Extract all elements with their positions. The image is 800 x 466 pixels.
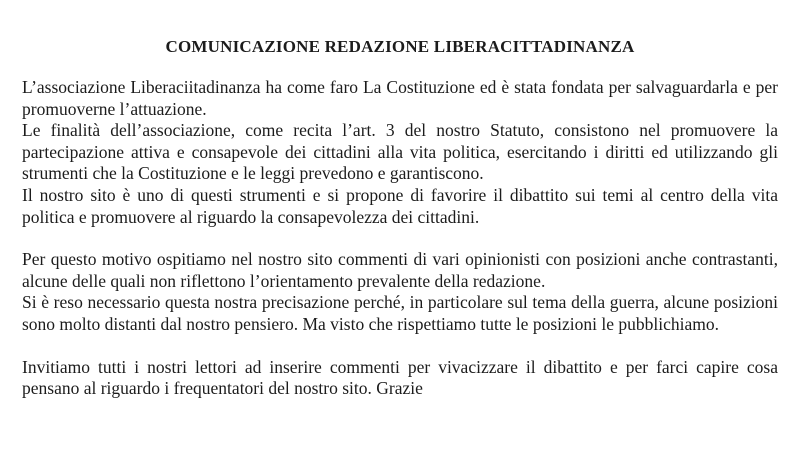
paragraph: L’associazione Liberaciitadinanza ha come faro La Costituzione ed è stata fondata per salvaguardarla e per promuoverne l’attuazione. [22, 77, 778, 119]
paragraph: Il nostro sito è uno di questi strumenti e si propone di favorire il dibattito sui temi al centro della vita politica e promuovere al riguardo la consapevolezza dei cittadini. [22, 184, 778, 227]
paragraph: Per questo motivo ospitiamo nel nostro sito commenti di vari opinionisti con posizioni anche contrastanti, alcune delle quali non riflettono l’orientamento prevalente della redazione. [22, 249, 778, 291]
paragraph: Invitiamo tutti i nostri lettori ad inserire commenti per vivacizzare il dibattito e per farci capire cosa pensano al riguardo i frequentatori del nostro sito. Grazie [22, 356, 778, 399]
paragraph-block-invito [22, 357, 778, 400]
paragraph-block-intro [22, 77, 778, 228]
paragraph-block-precisazione [22, 249, 778, 335]
document-title: COMUNICAZIONE REDAZIONE LIBERACITTADINANZA [165, 37, 635, 56]
paragraph: Si è reso necessario questa nostra precisazione perché, in particolare sul tema della guerra, alcune posizioni sono molto distanti dal nostro pensiero. Ma visto che rispettiamo tutte le posizioni le pubblichiamo. [22, 292, 778, 334]
paragraph: Le finalità dell’associazione, come recita l’art. 3 del nostro Statuto, consistono nel promuovere la partecipazione attiva e consapevole dei cittadini alla vita politica, esercitando i diritti ed utilizzando gli strumenti che la Costituzione e le leggi prevedono e garantiscono. [22, 120, 778, 184]
